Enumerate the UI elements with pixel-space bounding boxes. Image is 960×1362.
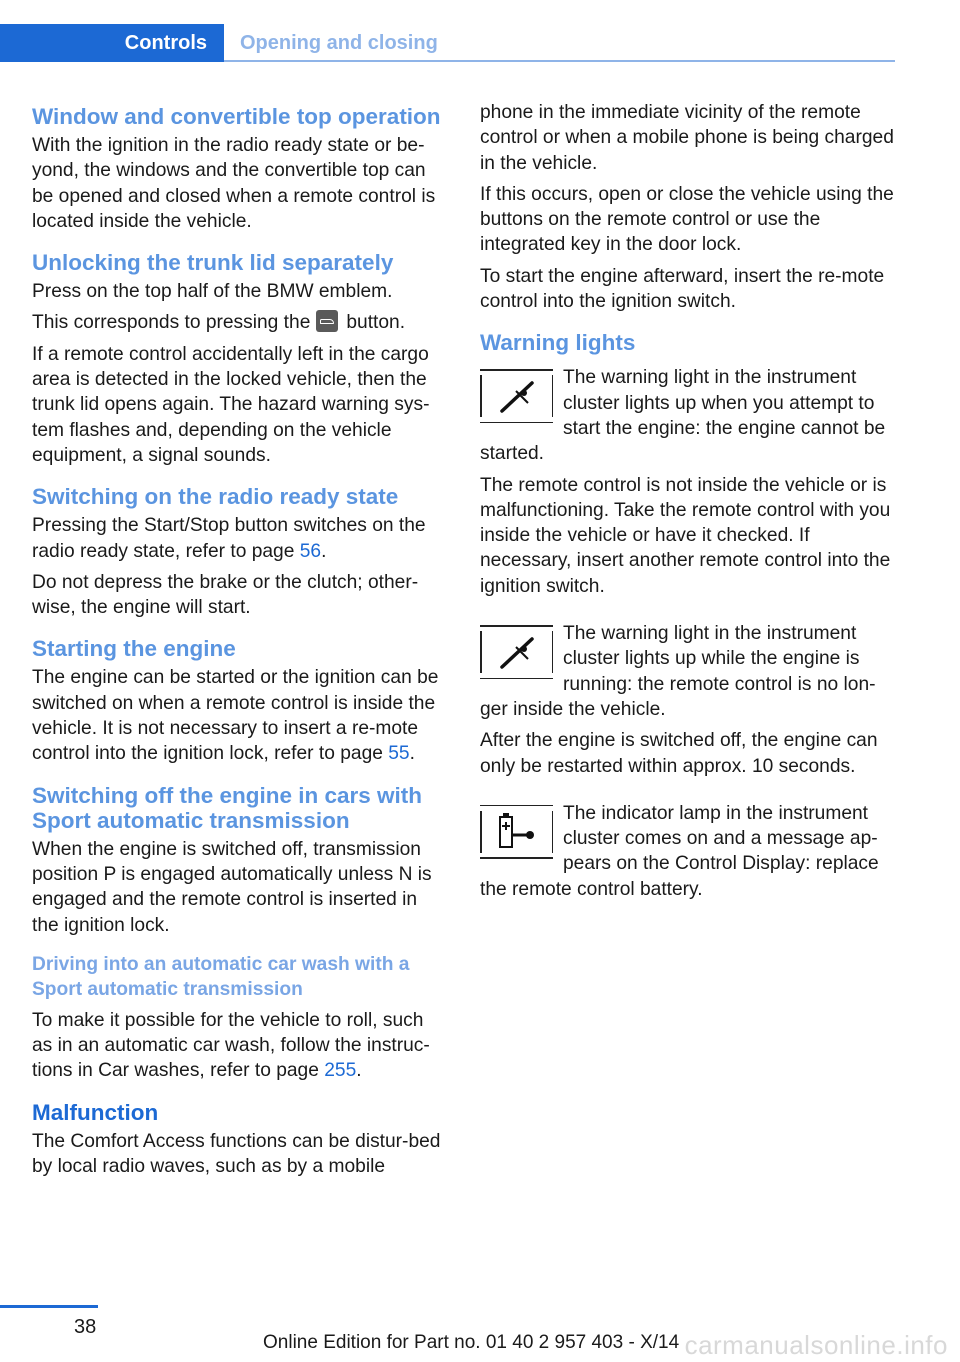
- para-malfunction: The Comfort Access functions can be distur-bed by local radio waves, such as by a mobile: [32, 1130, 441, 1178]
- para-trunk-1: Press on the top half of the BMW emblem.: [32, 281, 393, 303]
- heading-radio-ready: Switching on the radio ready state: [32, 484, 399, 510]
- heading-malfunction: Malfunction: [32, 1099, 159, 1125]
- watermark: carmanualsonline.info: [684, 1330, 948, 1360]
- tab-controls[interactable]: Controls: [0, 24, 224, 62]
- para-trunk-2: [32, 310, 448, 335]
- right-column: [480, 100, 898, 908]
- para-trunk-2-text: This corresponds to pressing the: [32, 312, 311, 334]
- tab-underline: [224, 60, 895, 62]
- link-page-255[interactable]: 255: [324, 1060, 357, 1082]
- warning-text-3: The indicator lamp in the instrument cluster comes on and a message ap-pears on the Control Display: replace the remote control battery.: [480, 802, 879, 900]
- heading-car-wash: Driving into an automatic car wash with a Sport automatic transmission: [32, 953, 410, 1000]
- warning-text-1: The warning light in the instrument cluster lights up when you attempt to start the engine: the engine cannot be started.: [480, 367, 886, 465]
- para-start: The engine can be started or the ignition can be switched on when a remote control is inside the vehicle. It is not necessary to insert a re-mote control into the ignition lock, refer to page 55.: [32, 667, 439, 765]
- para-trunk-3: If a remote control accidentally left in the cargo area is detected in the locked vehicle, then the trunk lid opens again. The hazard warning sys-tem flashes and, depending on the vehicle equipment, a signal sounds.: [32, 343, 430, 466]
- heading-window-operation: Window and convertible top operation: [32, 104, 441, 129]
- key-slash-warning-icon-2: [480, 625, 553, 679]
- link-page-55[interactable]: 55: [388, 743, 410, 765]
- para-cont-1: phone in the immediate vicinity of the remote control or when a mobile phone is being charged in the vehicle.: [480, 102, 894, 174]
- footer-edition: Online Edition for Part no. 01 40 2 957 403 - X/14: [263, 1332, 680, 1353]
- heading-warning-lights: Warning lights: [480, 330, 636, 356]
- heading-switch-off-engine: Switching off the engine in cars with Sport automatic transmission: [32, 782, 423, 833]
- header-tabbar: [0, 24, 895, 62]
- warning-text-2: The warning light in the instrument cluster lights up while the engine is running: the remote control is no lon-ger inside the vehicle.: [480, 623, 876, 720]
- key-slash-warning-icon: [480, 369, 553, 423]
- warning-block-2: [480, 621, 898, 722]
- battery-key-indicator-icon: [480, 805, 553, 859]
- heading-starting-engine: Starting the engine: [32, 636, 236, 662]
- page-number: 38: [74, 1316, 97, 1338]
- para-switch-off: When the engine is switched off, transmission position P is engaged automatically unless N is engaged and the remote control is inserted in the ignition lock.: [32, 838, 432, 936]
- warning-block-3: [480, 801, 898, 902]
- heading-trunk-unlock: Unlocking the trunk lid separately: [32, 250, 394, 276]
- trunk-button-icon: [316, 310, 338, 332]
- para-warning-1b: The remote control is not inside the vehicle or is malfunctioning. Take the remote control with you inside the vehicle or have it checked. If necessary, insert another remote control into the ignition switch.: [480, 474, 891, 597]
- para-cont-3: To start the engine afterward, insert the re-mote control into the ignition switch.: [480, 265, 885, 313]
- para-car-wash: To make it possible for the vehicle to roll, such as in an automatic car wash, follow the instruc-tions in Car washes, refer to page 255.: [32, 1009, 430, 1082]
- link-page-56[interactable]: 56: [299, 540, 322, 562]
- para-cont-2: If this occurs, open or close the vehicle using the buttons on the remote control or use the integrated key in the door lock.: [480, 183, 894, 256]
- para-warning-2b: After the engine is switched off, the engine can only be restarted within approx. 10 seconds.: [480, 730, 878, 777]
- tab-opening-and-closing[interactable]: Opening and closing: [240, 31, 438, 54]
- para-trunk-2-end: button.: [346, 312, 406, 334]
- footer-accent-line: [0, 1305, 98, 1308]
- para-start-text: The engine can be started or the ignition can be switched on when a remote control is inside the vehicle. It is not necessary to insert a re-mote control into the ignition lock, refer to page: [32, 667, 439, 765]
- para-radio-2: Do not depress the brake or the clutch; other-wise, the engine will start.: [32, 571, 419, 619]
- para-car-wash-text: To make it possible for the vehicle to roll, such as in an automatic car wash, follow the instruc-tions in Car washes, refer to page: [32, 1009, 430, 1082]
- para-window-operation: With the ignition in the radio ready state or be-yond, the windows and the convertible top can be opened and closed when a remote control is located inside the vehicle.: [32, 135, 436, 232]
- para-radio-1-text: Pressing the Start/Stop button switches on the radio ready state, refer to page: [32, 515, 426, 562]
- warning-block-1: [480, 365, 898, 466]
- para-radio-1: Pressing the Start/Stop button switches on the radio ready state, refer to page 56.: [32, 515, 426, 562]
- left-column: [32, 100, 448, 1185]
